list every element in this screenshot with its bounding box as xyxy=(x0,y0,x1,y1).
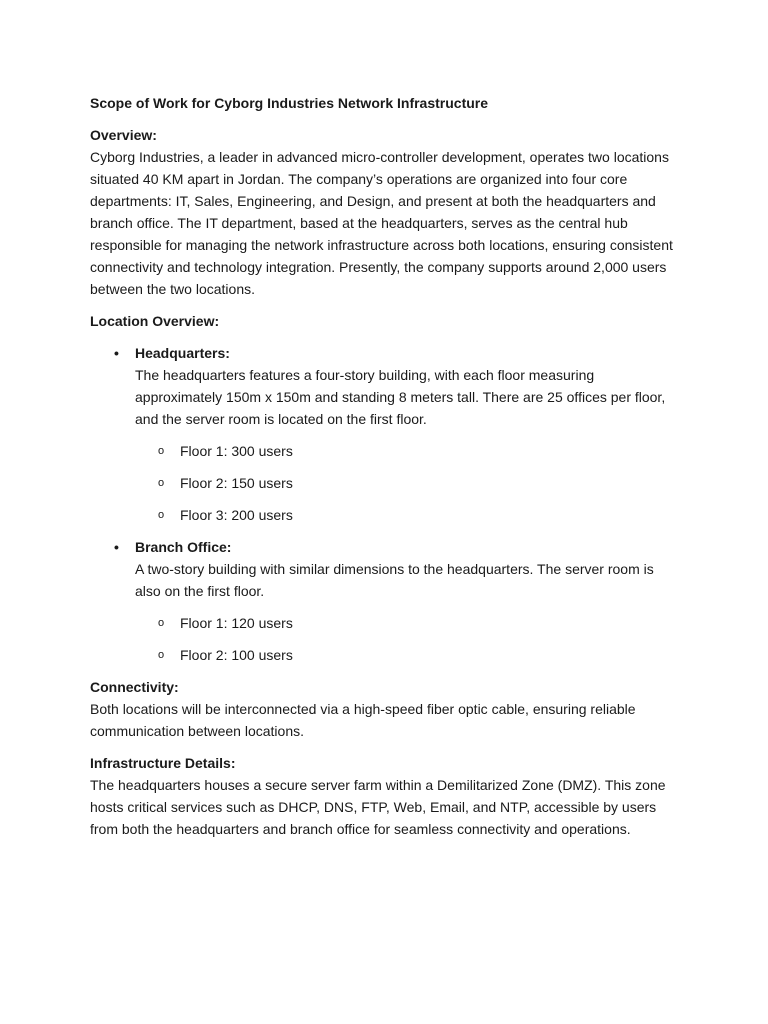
circle-bullet-icon: o xyxy=(158,445,165,457)
list-item-headquarters xyxy=(90,342,682,526)
floor-label: Floor 2: 100 users xyxy=(180,647,293,663)
location-overview-section xyxy=(90,310,682,666)
headquarters-label: Headquarters: xyxy=(135,345,230,361)
circle-bullet-icon: o xyxy=(158,649,165,661)
list-item-branch-office xyxy=(90,536,682,666)
connectivity-section xyxy=(90,676,682,742)
connectivity-paragraph: Both locations will be interconnected via a high-speed fiber optic cable, ensuring reliable communication between locations. xyxy=(90,701,636,739)
floor-item xyxy=(135,504,682,526)
infrastructure-heading: Infrastructure Details: xyxy=(90,755,236,771)
circle-bullet-icon: o xyxy=(158,477,165,489)
overview-heading: Overview: xyxy=(90,127,157,143)
floor-item xyxy=(135,612,682,634)
bullet-icon: • xyxy=(114,539,119,555)
headquarters-floor-list xyxy=(135,440,682,526)
document-title: Scope of Work for Cyborg Industries Network Infrastructure xyxy=(90,95,489,111)
floor-label: Floor 3: 200 users xyxy=(180,507,293,523)
branch-office-label: Branch Office: xyxy=(135,539,232,555)
location-list xyxy=(90,342,682,666)
headquarters-description: The headquarters features a four-story building, with each floor measuring approximately 150m x 150m and standing 8 meters tall. There are 25 offices per floor, and the server room is located on the first floor. xyxy=(135,367,666,427)
circle-bullet-icon: o xyxy=(158,509,165,521)
branch-office-description: A two-story building with similar dimensions to the headquarters. The server room is also on the first floor. xyxy=(135,561,654,599)
infrastructure-section xyxy=(90,752,682,840)
connectivity-heading: Connectivity: xyxy=(90,679,179,695)
overview-paragraph: Cyborg Industries, a leader in advanced micro-controller development, operates two locations situated 40 KM apart in Jordan. The company’s operations are organized into four core departments: IT, Sales, Engineering, and Design, and present at both the headquarters and branch office. The IT department, based at the headquarters, serves as the central hub responsible for managing the network infrastructure across both locations, ensuring consistent connectivity and technology integration. Presently, the company supports around 2,000 users between the two locations. xyxy=(90,149,673,297)
floor-label: Floor 1: 300 users xyxy=(180,443,293,459)
bullet-icon: • xyxy=(114,345,119,361)
circle-bullet-icon: o xyxy=(158,617,165,629)
floor-item xyxy=(135,472,682,494)
infrastructure-paragraph: The headquarters houses a secure server farm within a Demilitarized Zone (DMZ). This zone hosts critical services such as DHCP, DNS, FTP, Web, Email, and NTP, accessible by users from both the headquarters and branch office for seamless connectivity and operations. xyxy=(90,777,666,837)
floor-label: Floor 2: 150 users xyxy=(180,475,293,491)
floor-item xyxy=(135,440,682,462)
branch-floor-list xyxy=(135,612,682,666)
overview-section xyxy=(90,124,682,300)
document-body xyxy=(90,92,682,840)
floor-item xyxy=(135,644,682,666)
floor-label: Floor 1: 120 users xyxy=(180,615,293,631)
location-overview-heading: Location Overview: xyxy=(90,313,220,329)
